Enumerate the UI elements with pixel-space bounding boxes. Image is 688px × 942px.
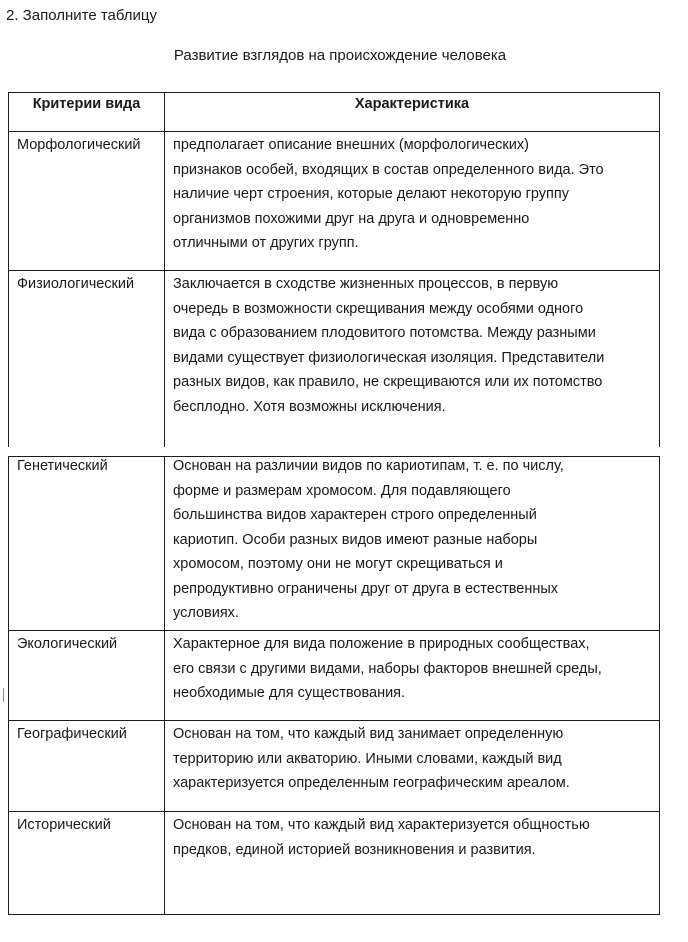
characteristic-line: необходимые для существования. [173,685,406,701]
characteristic-line: наличие черт строения, которые делают некоторую группу [173,186,569,202]
table-title: Развитие взглядов на происхождение человека [173,47,507,64]
row-separator [8,270,660,271]
characteristic-line: бесплодно. Хотя возможны исключения. [173,398,446,415]
criterion-cell: Физиологический [17,276,135,292]
characteristic-line: отличными от других групп. [173,235,359,251]
characteristic-line: большинства видов характерен строго определенный [173,507,537,523]
table-border-left [8,456,9,915]
criterion-cell: Исторический [17,817,111,833]
characteristic-line: его связи с другими видами, наборы факторов внешней среды, [173,660,602,677]
characteristic-line: Характерное для вида положение в природных сообществах, [173,636,590,652]
header-criteria: Критерии вида [32,96,141,112]
header-separator [8,131,660,132]
characteristic-line: очередь в возможности скрещивания между особями одного [173,300,584,317]
table-border-right [659,456,660,915]
characteristic-line: Заключается в сходстве жизненных процессов, в первую [173,276,559,292]
characteristic-line: предполагает описание внешних (морфологических) [173,137,529,153]
row-separator [8,630,660,631]
characteristic-line: организмов похожими друг на друга и одновременно [173,210,530,227]
characteristic-line: форме и размерам хромосом. Для подавляющего [173,482,511,499]
header-characteristic: Характеристика [354,96,470,112]
row-separator [8,720,660,721]
characteristic-line: территорию или акваторию. Иными словами, каждый вид [173,750,562,767]
criterion-cell: Морфологический [17,137,141,153]
criterion-cell: Генетический [17,458,108,474]
row-separator [8,811,660,812]
column-separator [164,456,165,915]
characteristic-line: разных видов, как правило, не скрещиваются или их потомство [173,374,603,390]
criterion-cell: Экологический [17,636,118,652]
characteristic-line: кариотип. Особи разных видов имеют разные наборы [173,531,538,548]
characteristic-line: хромосом, поэтому они не могут скрещиваться и [173,556,503,572]
characteristic-line: предков, единой историей возникновения и развития. [173,841,536,858]
scan-artifact-mark [3,688,4,702]
characteristic-line: признаков особей, входящих в состав определенного вида. Это [173,161,604,178]
characteristic-line: Основан на том, что каждый вид характеризуется общностью [173,817,590,833]
criterion-cell: Географический [17,726,127,742]
characteristic-line: Основан на том, что каждый вид занимает определенную [173,726,564,742]
characteristic-line: вида с образованием плодовитого потомства. Между разными [173,325,596,341]
characteristic-line: условиях. [173,605,239,621]
characteristic-line: видами существует физиологическая изоляция. Представители [173,349,605,366]
characteristic-line: характеризуется определенным географическим ареалом. [173,775,570,791]
table-border-bottom [8,914,660,915]
task-heading: 2. Заполните таблицу [6,7,158,24]
characteristic-line: Основан на различии видов по кариотипам, т. е. по числу, [173,458,564,474]
characteristic-line: репродуктивно ограничены друг от друга в естественных [173,580,559,597]
